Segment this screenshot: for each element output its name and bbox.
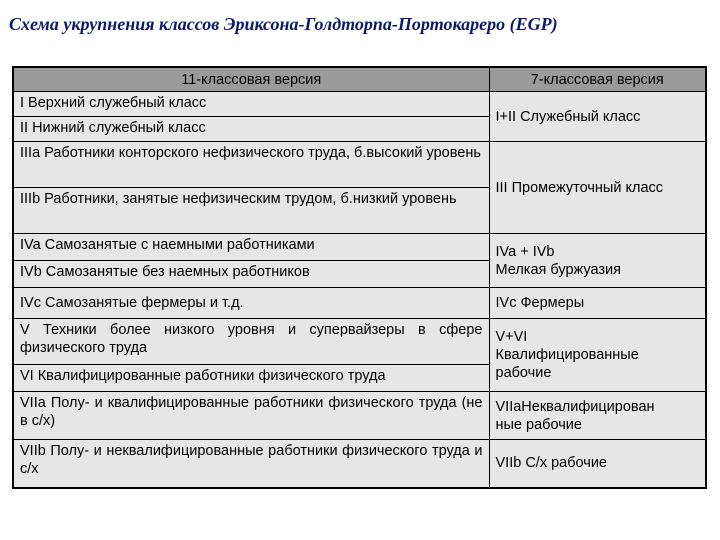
table-header-row [13, 67, 706, 92]
group-v-vi-line1: V+VI [495, 329, 528, 345]
egp-class-table [12, 66, 707, 489]
table-row [13, 440, 706, 488]
table-row [13, 92, 706, 117]
class-v: V Техники более низкого уровня и супервайзеры в сфере физического труда [13, 319, 489, 365]
class-ivc: IVc Самозанятые фермеры и т.д. [13, 288, 489, 319]
group-iii: III Промежуточный класс [489, 142, 706, 234]
group-viia-line2: ные рабочие [495, 416, 582, 433]
table-row [13, 392, 706, 440]
group-viia [489, 392, 706, 440]
class-viia: VIIa Полу- и квалифицированные работники физического труда (не в с/х) [13, 392, 489, 440]
class-i: I Верхний служебный класс [13, 92, 489, 117]
class-iiib: IIIb Работники, занятые нефизическим трудом, б.низкий уровень [13, 188, 489, 234]
class-ivb: IVb Самозанятые без наемных работников [13, 261, 489, 288]
class-vi: VI Квалифицированные работники физического труда [13, 365, 489, 392]
group-viib: VIIb С/х рабочие [489, 440, 706, 488]
table-row [13, 288, 706, 319]
table-row [13, 142, 706, 188]
group-v-vi-line2: Квалифицированные [495, 347, 639, 363]
group-iv-ab-line1: IVa + IVb [495, 243, 555, 260]
table-row [13, 234, 706, 261]
group-v-vi-line3: рабочие [495, 365, 552, 381]
header-7-class: 7-классовая версия [489, 67, 706, 92]
group-i-ii: I+II Служебный класс [489, 92, 706, 142]
group-viia-line1: VIIaНеквалифицирован [495, 398, 655, 415]
class-ii: II Нижний служебный класс [13, 117, 489, 142]
group-v-vi [489, 319, 706, 392]
header-11-class: 11-классовая версия [13, 67, 489, 92]
class-iva: IVa Самозанятые с наемными работниками [13, 234, 489, 261]
class-iiia: IIIa Работники конторского нефизического труда, б.высокий уровень [13, 142, 489, 188]
group-ivc: IVc Фермеры [489, 288, 706, 319]
table-row [13, 319, 706, 365]
group-iv-ab-line2: Мелкая буржуазия [495, 261, 621, 278]
group-iv-ab [489, 234, 706, 288]
page-title: Схема укрупнения классов Эриксона-Голдторпа-Портокареро (EGP) [9, 14, 558, 34]
class-viib: VIIb Полу- и неквалифицированные работники физического труда и с/х [13, 440, 489, 488]
